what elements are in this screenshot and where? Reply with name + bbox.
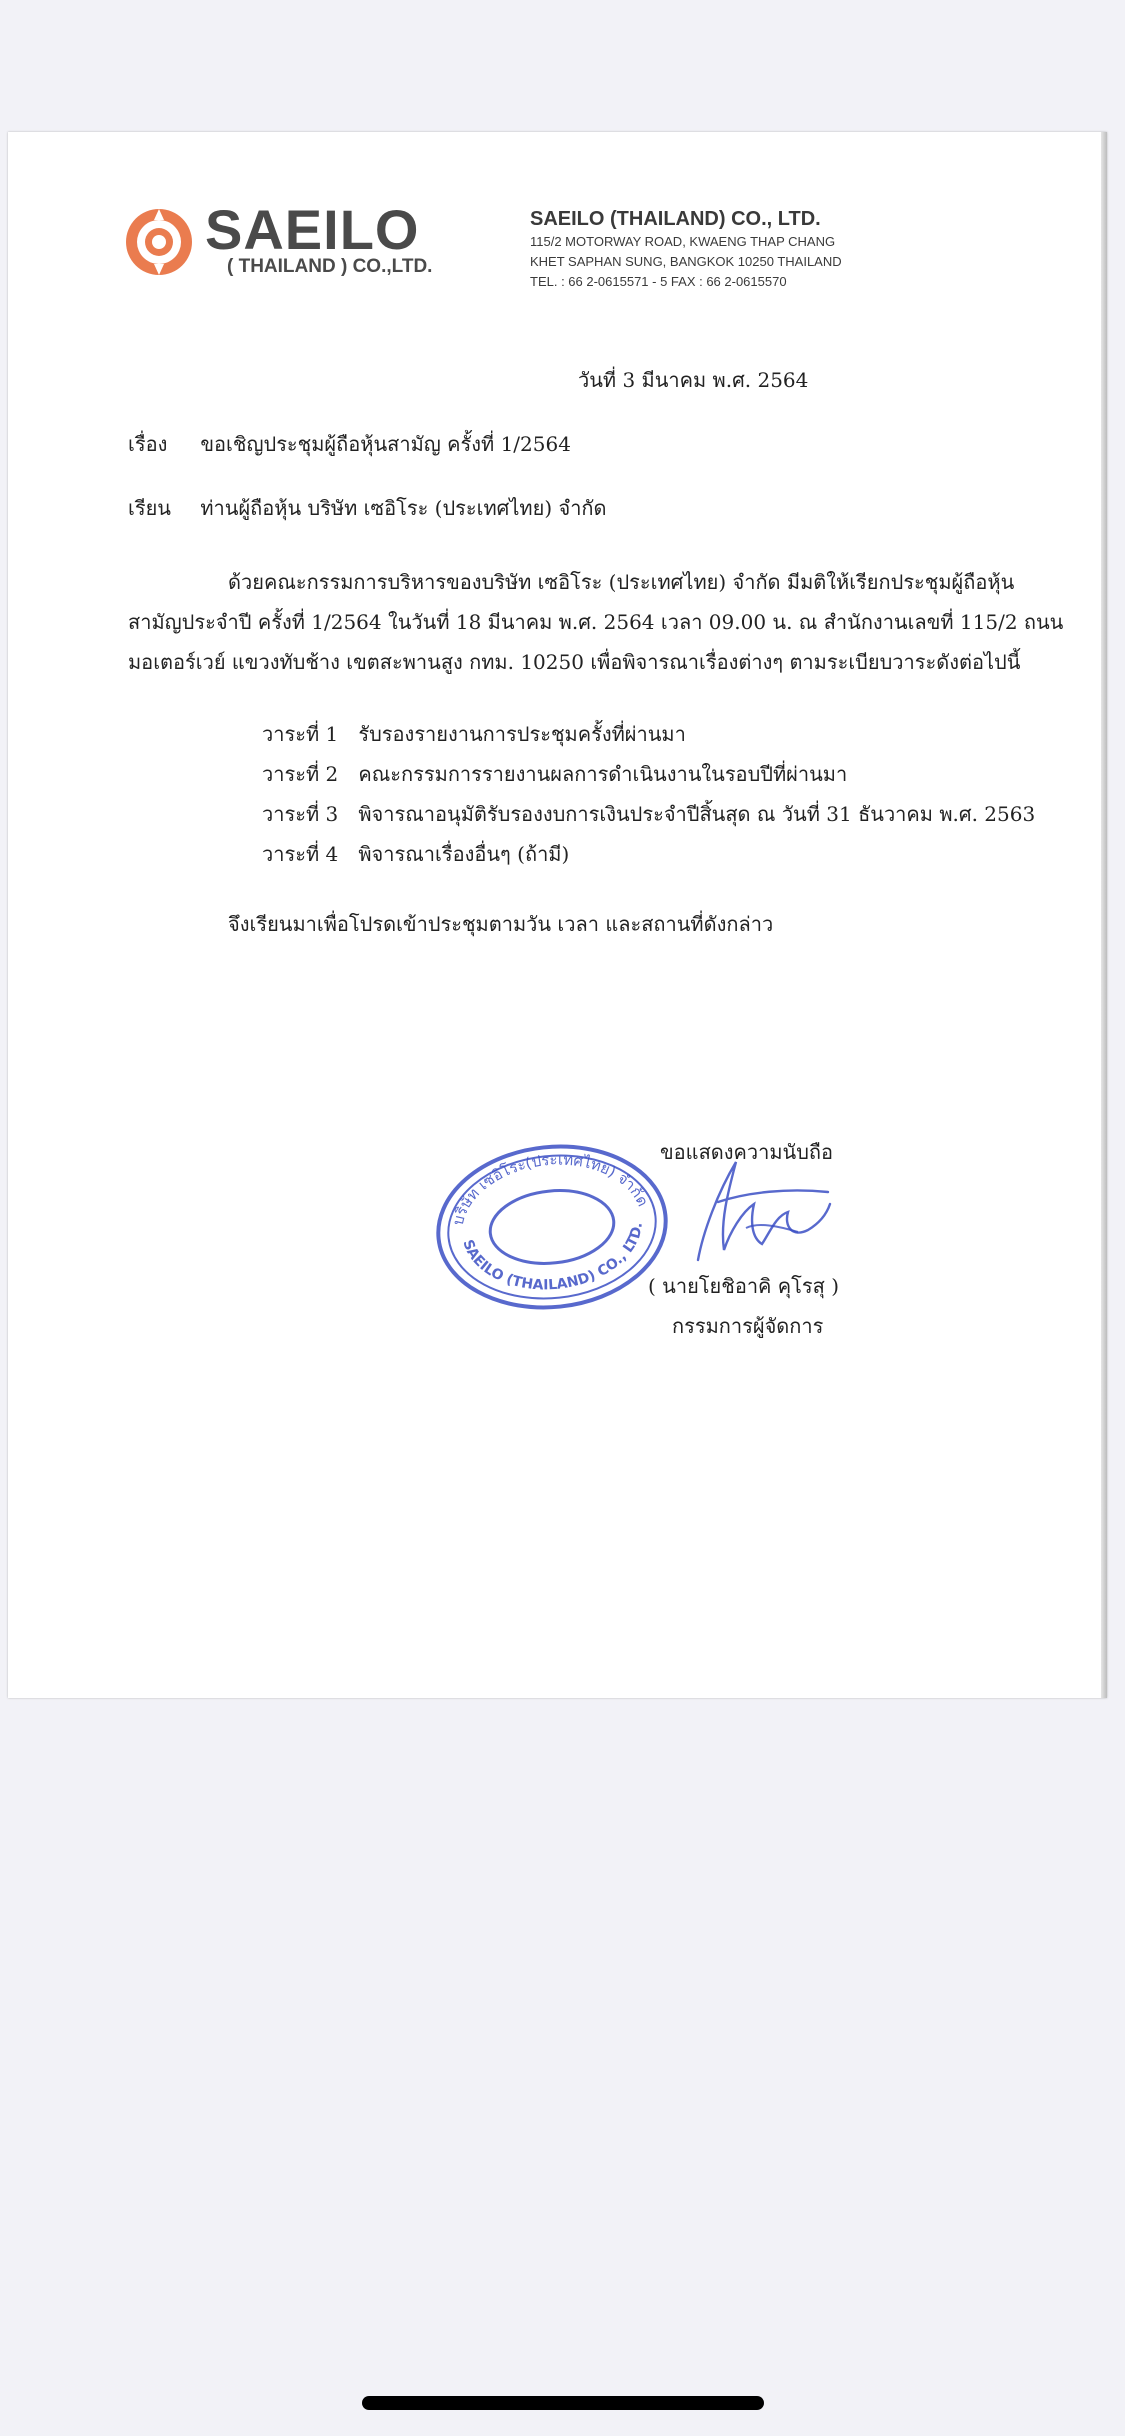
agenda-item [262,754,1035,794]
home-indicator[interactable] [362,2396,764,2410]
body-line: มอเตอร์เวย์ แขวงทับช้าง เขตสะพานสูง กทม. 10250 เพื่อพิจารณาเรื่องต่างๆ ตามระเบียบวาระดังต่อไปนี้ [128,650,1021,674]
document-page [8,132,1107,1698]
agenda-item [262,834,1035,874]
svg-text:บริษัท เซอิโระ(ประเทศไทย) จำกั: บริษัท เซอิโระ(ประเทศไทย) จำกัด [448,1150,653,1228]
signer-title: กรรมการผู้จัดการ [672,1314,824,1338]
agenda-number: วาระที่ 2 [262,762,339,786]
address-line-2: KHET SAPHAN SUNG, BANGKOK 10250 THAILAND [530,254,842,269]
body-paragraph [128,562,1064,682]
agenda-text: พิจารณาเรื่องอื่นๆ (ถ้ามี) [358,842,570,866]
handwritten-signature [658,1152,838,1272]
agenda-item [262,794,1035,834]
recipient-row [128,492,607,524]
signer-name: ( นายโยชิอาคิ คุโรสุ ) [648,1274,840,1298]
company-name: SAEILO (THAILAND) CO., LTD. [530,208,821,230]
contact-line: TEL. : 66 2-0615571 - 5 FAX : 66 2-0615570 [530,274,787,289]
body-line: สามัญประจำปี ครั้งที่ 1/2564 ในวันที่ 18 มีนาคม พ.ศ. 2564 เวลา 09.00 น. ณ สำนักงานเลขที่ 115/2 ถนน [128,610,1064,634]
body-line: ด้วยคณะกรรมการบริหารของบริษัท เซอิโระ (ประเทศไทย) จำกัด มีมติให้เรียกประชุมผู้ถือหุ้น [228,570,1015,594]
subject-row [128,428,571,460]
logo-wordmark: SAEILO [205,198,420,261]
letter-date: วันที่ 3 มีนาคม พ.ศ. 2564 [578,368,809,392]
agenda-number: วาระที่ 4 [262,842,339,866]
agenda-item [262,714,1035,754]
recipient-text: ท่านผู้ถือหุ้น บริษัท เซอิโระ (ประเทศไทย) จำกัด [200,496,607,520]
agenda-text: คณะกรรมการรายงานผลการดำเนินงานในรอบปีที่ผ่านมา [358,762,848,786]
viewer-top-area [0,0,1125,132]
agenda-text: รับรองรายงานการประชุมครั้งที่ผ่านมา [358,722,686,746]
logo-subtitle: ( THAILAND ) CO.,LTD. [227,256,433,277]
agenda-number: วาระที่ 3 [262,802,339,826]
svg-text:SAEILO (THAILAND) CO., LTD.: SAEILO (THAILAND) CO., LTD. [459,1221,646,1294]
company-address-block [530,206,970,292]
agenda-list [262,714,1035,874]
subject-label: เรื่อง [128,432,168,456]
recipient-label: เรียน [128,496,171,520]
agenda-number: วาระที่ 1 [262,722,339,746]
closing-sentence: จึงเรียนมาเพื่อโปรดเข้าประชุมตามวัน เวลา และสถานที่ดังกล่าว [228,912,774,936]
company-logo [123,198,443,282]
subject-text: ขอเชิญประชุมผู้ถือหุ้นสามัญ ครั้งที่ 1/2564 [200,432,571,456]
page-edge [1101,132,1107,1698]
address-line-1: 115/2 MOTORWAY ROAD, KWAENG THAP CHANG [530,234,836,249]
company-seal-stamp [432,1142,672,1312]
agenda-text: พิจารณาอนุมัติรับรองงบการเงินประจำปีสิ้นสุด ณ วันที่ 31 ธันวาคม พ.ศ. 2563 [358,802,1036,826]
saeilo-logo-icon [123,206,195,278]
sign-off: ขอแสดงความนับถือ [660,1140,834,1164]
